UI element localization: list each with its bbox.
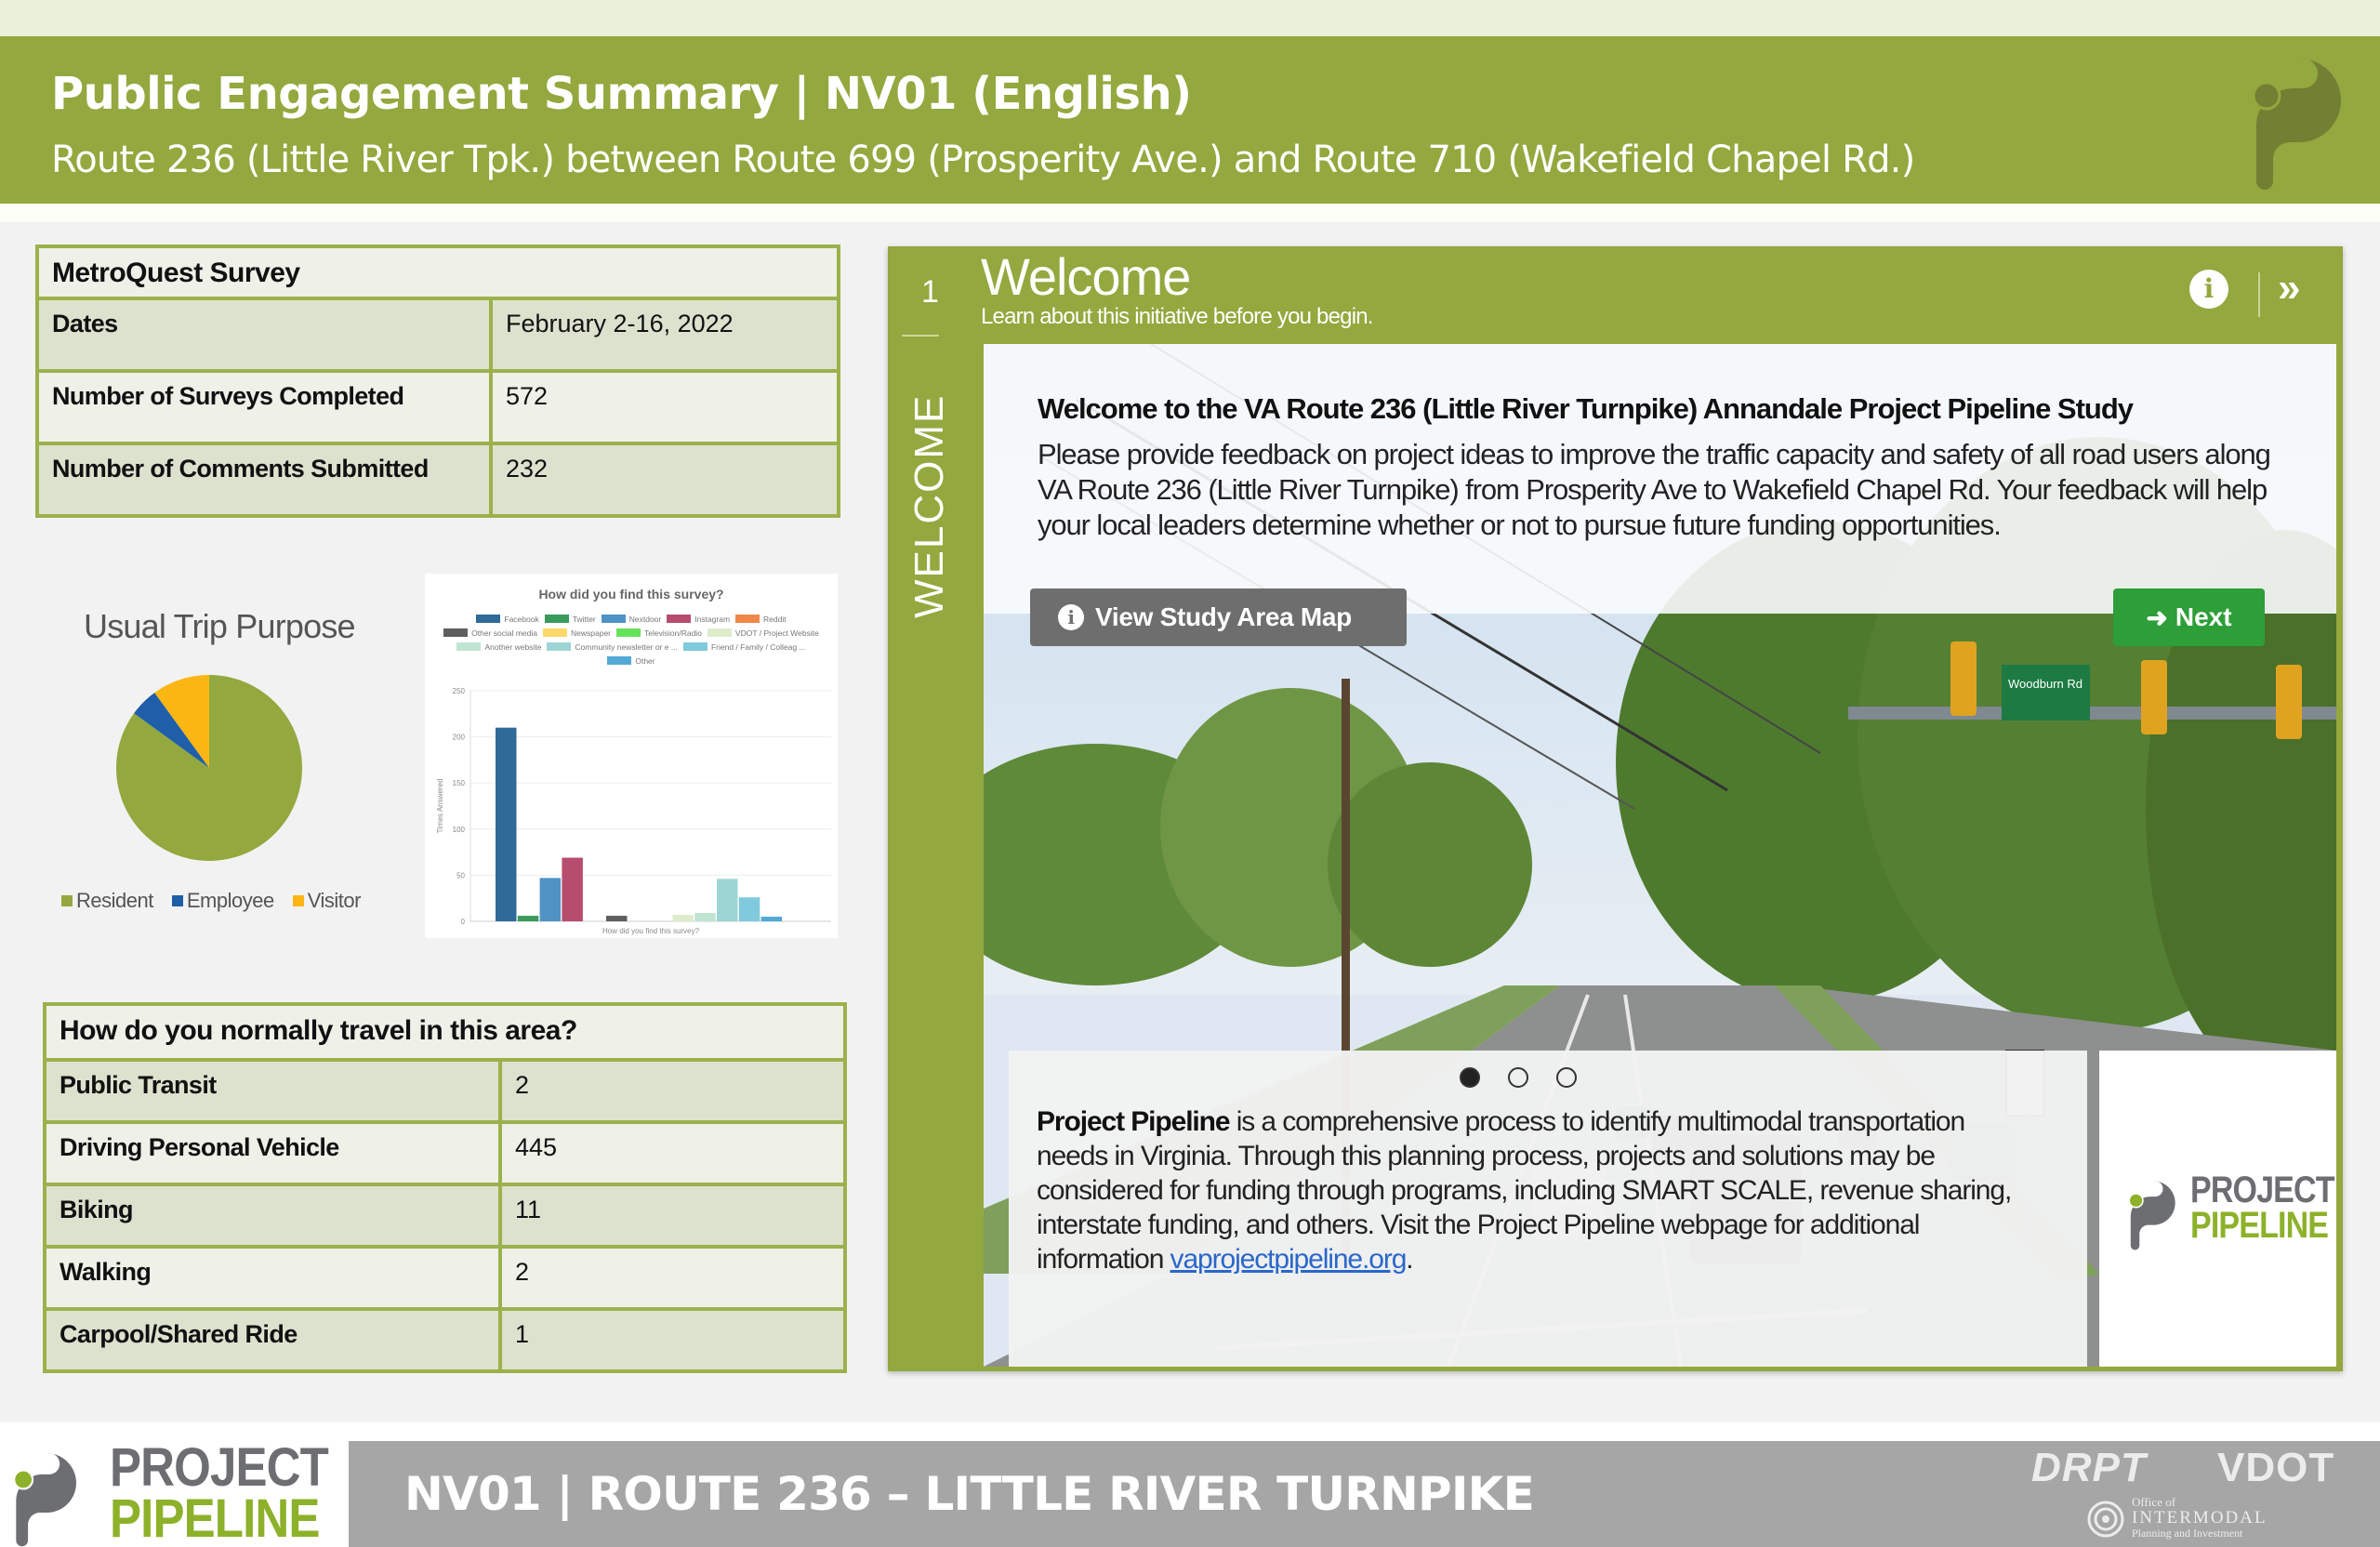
find-survey-bar-chart — [425, 574, 838, 938]
step-number: 1 — [921, 274, 939, 310]
row-value: 2 — [500, 1247, 845, 1309]
logo-word-project: PROJECT — [2190, 1170, 2334, 1210]
bar-plot — [425, 574, 838, 938]
table-row — [37, 371, 839, 443]
legend-label: Another website — [484, 641, 542, 652]
bar — [761, 917, 783, 921]
row-value: 11 — [500, 1184, 845, 1247]
footer-logo-word-pipeline: PIPELINE — [110, 1488, 320, 1547]
drpt-logo: DRPT — [2031, 1445, 2147, 1490]
project-pipeline-logo-card — [2099, 1051, 2336, 1367]
legend-swatch — [172, 895, 183, 906]
footer-bar — [349, 1441, 2380, 1547]
legend-label: Nextdoor — [628, 614, 662, 624]
bar — [717, 879, 738, 921]
row-value: 2 — [500, 1060, 845, 1122]
legend-label: Community newsletter or e ... — [575, 641, 678, 652]
footer-title: NV01 | ROUTE 236 – LITTLE RIVER TURNPIKE — [404, 1467, 1534, 1521]
oipi-line-2: INTERMODAL — [2132, 1508, 2268, 1527]
welcome-stage — [984, 344, 2336, 1367]
description-text: is a comprehensive process to identify multimodal transportation needs in Virginia. Through this planning process, projects and solutions may be considered for funding through programs, including SMART SCALE, revenue sharing, interstate funding, and others. Visit the Project Pipeline webpage for additional information — [1037, 1106, 2012, 1275]
svg-text:50: 50 — [456, 871, 465, 880]
legend-item — [293, 889, 361, 913]
view-study-area-map-button[interactable] — [1030, 588, 1407, 646]
vdot-logo: VDOT — [2217, 1445, 2335, 1490]
svg-text:Times Answered: Times Answered — [436, 778, 444, 834]
row-label: Public Transit — [45, 1060, 500, 1122]
legend-label: Twitter — [572, 614, 596, 624]
bar — [562, 858, 583, 921]
top-band — [0, 0, 2380, 36]
row-value: 232 — [491, 443, 839, 516]
bar — [496, 728, 517, 921]
legend-label: Other social media — [471, 628, 538, 638]
svg-text:How did you find this survey?: How did you find this survey? — [602, 927, 700, 935]
info-circle-icon: i — [1058, 604, 1084, 630]
section-label-vertical: WELCOME — [906, 393, 952, 618]
row-label: Driving Personal Vehicle — [45, 1122, 500, 1184]
trip-purpose-pie-chart — [46, 595, 418, 930]
project-pipeline-info-card — [1009, 1051, 2087, 1367]
project-pipeline-description — [1037, 1104, 2041, 1276]
button-label: View Study Area Map — [1095, 602, 1352, 631]
svg-text:200: 200 — [452, 733, 465, 742]
row-value: February 2-16, 2022 — [491, 298, 839, 371]
project-pipeline-p-icon — [9, 1447, 84, 1547]
row-label: Walking — [45, 1247, 500, 1309]
project-pipeline-link[interactable]: vaprojectpipeline.org — [1170, 1244, 1407, 1275]
row-value: 1 — [500, 1309, 845, 1371]
header-divider — [0, 204, 2380, 222]
button-label: Next — [2175, 602, 2232, 631]
row-label: Carpool/Shared Ride — [45, 1309, 500, 1371]
project-pipeline-p-icon — [2125, 1176, 2181, 1250]
screen-title: Welcome — [981, 247, 1191, 306]
oipi-logo — [2132, 1495, 2318, 1540]
bar — [518, 916, 539, 921]
legend-label: Newspaper — [571, 628, 612, 638]
pie-plot — [113, 672, 305, 864]
legend-item — [61, 889, 153, 913]
chart-title: Usual Trip Purpose — [84, 607, 355, 645]
table-row — [45, 1122, 845, 1184]
svg-text:0: 0 — [460, 918, 465, 926]
table-row — [45, 1184, 845, 1247]
row-label: Number of Surveys Completed — [37, 371, 491, 443]
row-label: Biking — [45, 1184, 500, 1247]
travel-mode-table — [43, 1002, 847, 1373]
intro-body: Please provide feedback on project ideas to improve the traffic capacity and safety of all road users along VA Route 236 (Little River Turnpike) from Prosperity Ave to Wakefield Chapel Rd. Your feedback will help your local leaders determine whether or not to pursue future funding opportunities. — [1038, 438, 2270, 541]
arrow-right-icon: ➜ — [2146, 602, 2168, 632]
skip-forward-icon[interactable]: » — [2278, 265, 2295, 311]
info-icon[interactable]: i — [2189, 270, 2228, 309]
oipi-line-3: Planning and Investment — [2132, 1527, 2243, 1540]
step-divider — [902, 335, 939, 337]
table-row — [45, 1060, 845, 1122]
legend-label: Reddit — [763, 614, 787, 624]
row-label: Number of Comments Submitted — [37, 443, 491, 516]
row-value: 445 — [500, 1122, 845, 1184]
oipi-line-1: Office of — [2132, 1495, 2176, 1509]
legend-label: Instagram — [694, 614, 731, 624]
legend-swatch — [61, 895, 73, 906]
row-value: 572 — [491, 371, 839, 443]
page-header — [0, 36, 2380, 204]
table-row — [37, 443, 839, 516]
row-label: Dates — [37, 298, 491, 371]
legend-label: VDOT / Project Website — [734, 628, 819, 638]
table-title: MetroQuest Survey — [37, 246, 839, 298]
legend-swatch — [293, 895, 304, 906]
oipi-logo-icon — [2085, 1499, 2126, 1540]
legend-label: Television/Radio — [644, 628, 702, 638]
svg-text:250: 250 — [452, 687, 465, 695]
bar — [672, 915, 694, 921]
project-pipeline-p-icon — [2248, 49, 2350, 191]
legend-label: Visitor — [307, 889, 361, 912]
legend-label: Employee — [186, 889, 274, 912]
table-row — [45, 1309, 845, 1371]
legend-label: Other — [635, 655, 655, 666]
legend-label: Friend / Family / Colleag ... — [710, 641, 806, 652]
legend-label: Resident — [76, 889, 153, 912]
intro-card — [984, 344, 2336, 614]
logo-word-pipeline: PIPELINE — [2190, 1205, 2329, 1246]
carousel-dot-2[interactable] — [1508, 1067, 1528, 1088]
page-subtitle: Route 236 (Little River Tpk.) between Route 699 (Prosperity Ave.) and Route 710 (Wakefield Chapel Rd.) — [51, 139, 1915, 181]
street-sign-text: Woodburn Rd — [2008, 677, 2082, 691]
bar — [606, 916, 628, 921]
metroquest-welcome-screen — [888, 246, 2343, 1371]
header-divider — [2258, 272, 2260, 317]
svg-text:100: 100 — [452, 825, 465, 834]
carousel-dot-3[interactable] — [1556, 1067, 1577, 1088]
legend-label: Facebook — [504, 614, 539, 624]
screen-subtitle: Learn about this initiative before you begin. — [981, 304, 1373, 329]
chart-legend — [61, 889, 361, 913]
next-button[interactable] — [2113, 588, 2265, 646]
bar — [694, 913, 716, 921]
legend-item — [172, 889, 274, 913]
footer-logo-word-project: PROJECT — [110, 1437, 328, 1498]
bold-term: Project Pipeline — [1037, 1106, 1230, 1137]
carousel-dot-1[interactable] — [1460, 1067, 1480, 1088]
bar — [540, 878, 562, 921]
table-row — [37, 298, 839, 371]
svg-text:150: 150 — [452, 779, 465, 788]
table-row — [45, 1247, 845, 1309]
carousel-dots — [1460, 1067, 1577, 1088]
chart-title: How did you find this survey? — [538, 587, 724, 602]
intro-heading: Welcome to the VA Route 236 (Little River Turnpike) Annandale Project Pipeline Study — [1038, 392, 2134, 425]
table-title: How do you normally travel in this area? — [45, 1004, 845, 1060]
metroquest-survey-table — [35, 245, 840, 518]
page-title: Public Engagement Summary | NV01 (English) — [51, 68, 1192, 120]
period: . — [1406, 1244, 1413, 1275]
bar — [739, 897, 760, 921]
